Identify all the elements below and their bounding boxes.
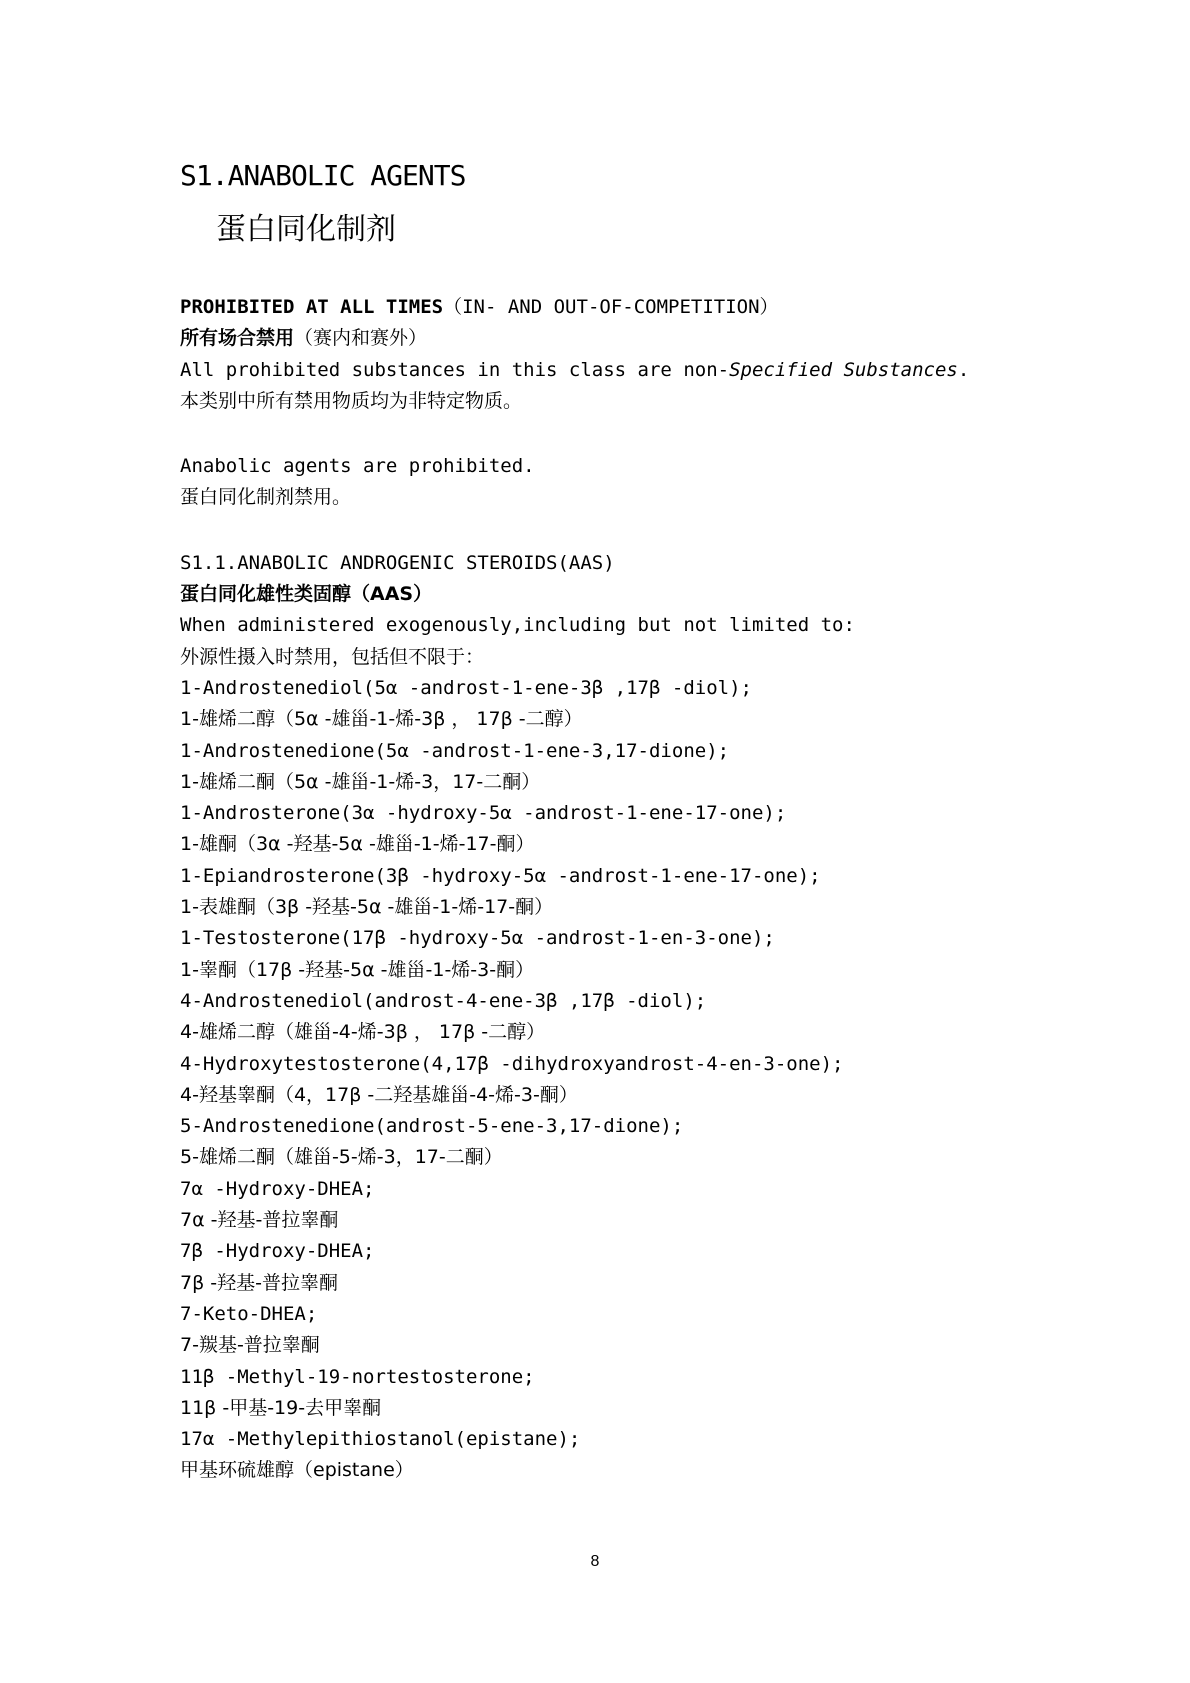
substance-name-en: 1-Androstenediol(5α -androst-1-ene-3β ,17β -diol);: [180, 676, 752, 699]
page-number: 8: [590, 1553, 600, 1570]
spacer: [180, 254, 1140, 292]
substance-name-cn: 甲基环硫雄醇（epistane）: [180, 1459, 414, 1482]
substance-name-en: 11β -Methyl-19-nortestosterone;: [180, 1365, 535, 1388]
subsection-lead: When administered exogenously,including but not limited to:: [180, 614, 855, 637]
substance-name-cn: 1-雄烯二醇（5α -雄甾-1-烯-3β ， 17β -二醇）: [180, 708, 583, 731]
intro-text-cn: 蛋白同化制剂禁用。: [180, 486, 352, 509]
substance-name-cn: 4-雄烯二醇（雄甾-4-烯-3β ， 17β -二醇）: [180, 1021, 546, 1044]
substance-name-en: 1-Androstenedione(5α -androst-1-ene-3,17-dione);: [180, 739, 730, 762]
prohibition-note: [180, 355, 1140, 386]
prohibition-heading-cn: [180, 323, 1140, 354]
prohibition-note-italic: Specified Substances: [729, 358, 958, 381]
subsection-title: S1.1.ANABOLIC ANDROGENIC STEROIDS(AAS): [180, 551, 615, 574]
substance-name-en: 7α -Hydroxy-DHEA;: [180, 1177, 375, 1200]
subsection-title-cn: 蛋白同化雄性类固醇（AAS）: [180, 583, 433, 606]
spacer: [180, 514, 1140, 548]
substance-name-cn: 11β -甲基-19-去甲睾酮: [180, 1396, 382, 1419]
substance-name-en: 1-Epiandrosterone(3β -hydroxy-5α -androst-1-ene-17-one);: [180, 864, 821, 887]
substance-name-cn: 1-雄酮（3α -羟基-5α -雄甾-1-烯-17-酮）: [180, 833, 535, 856]
substance-name-en: 1-Testosterone(17β -hydroxy-5α -androst-1-en-3-one);: [180, 927, 775, 950]
prohibition-note-prefix: All prohibited substances in this class are non-: [180, 358, 730, 381]
prohibition-note-cn: 本类别中所有禁用物质均为非特定物质。: [180, 389, 523, 412]
substance-name-en: 5-Androstenedione(androst-5-ene-3,17-dione);: [180, 1115, 684, 1138]
substance-name-cn: 7-羰基-普拉睾酮: [180, 1334, 320, 1357]
substance-name-en: 1-Androsterone(3α -hydroxy-5α -androst-1-ene-17-one);: [180, 802, 787, 825]
substance-name-en: 17α -Methylepithiostanol(epistane);: [180, 1428, 581, 1451]
subsection-lead-cn: 外源性摄入时禁用，包括但不限于：: [180, 645, 485, 668]
prohibition-heading-bold: PROHIBITED AT ALL TIMES: [180, 296, 444, 318]
substance-name-cn: 1-雄烯二酮（5α -雄甾-1-烯-3，17-二酮）: [180, 770, 541, 793]
substance-name-en: 7β -Hydroxy-DHEA;: [180, 1240, 375, 1263]
substance-name-cn: 1-表雄酮（3β -羟基-5α -雄甾-1-烯-17-酮）: [180, 896, 554, 919]
substance-name-cn: 1-睾酮（17β -羟基-5α -雄甾-1-烯-3-酮）: [180, 958, 535, 981]
prohibition-heading-cn-bold: 所有场合禁用: [180, 327, 295, 350]
spacer: [180, 417, 1140, 451]
substance-name-cn: 7β -羟基-普拉睾酮: [180, 1271, 338, 1294]
prohibition-heading: [180, 292, 1140, 323]
intro-text: Anabolic agents are prohibited.: [180, 455, 535, 478]
substance-name-cn: 7α -羟基-普拉睾酮: [180, 1209, 339, 1232]
substance-name-en: 7-Keto-DHEA;: [180, 1302, 318, 1325]
substance-name-cn: 5-雄烯二酮（雄甾-5-烯-3，17-二酮）: [180, 1146, 503, 1169]
prohibition-note-suffix: .: [957, 358, 970, 381]
substance-list: [180, 673, 1140, 1487]
substance-name-en: 4-Androstenediol(androst-4-ene-3β ,17β -diol);: [180, 989, 707, 1012]
prohibition-heading-cn-rest: （赛内和赛外）: [294, 327, 428, 350]
substance-name-cn: 4-羟基睾酮（4，17β -二羟基雄甾-4-烯-3-酮）: [180, 1083, 578, 1106]
prohibition-heading-rest: （IN- AND OUT-OF-COMPETITION）: [443, 296, 779, 318]
page-content: [180, 154, 1140, 1487]
substance-name-en: 4-Hydroxytestosterone(4,17β -dihydroxyandrost-4-en-3-one);: [180, 1052, 844, 1075]
section-title-cn: 蛋白同化制剂: [216, 212, 396, 247]
section-title: S1.ANABOLIC AGENTS: [180, 159, 466, 192]
